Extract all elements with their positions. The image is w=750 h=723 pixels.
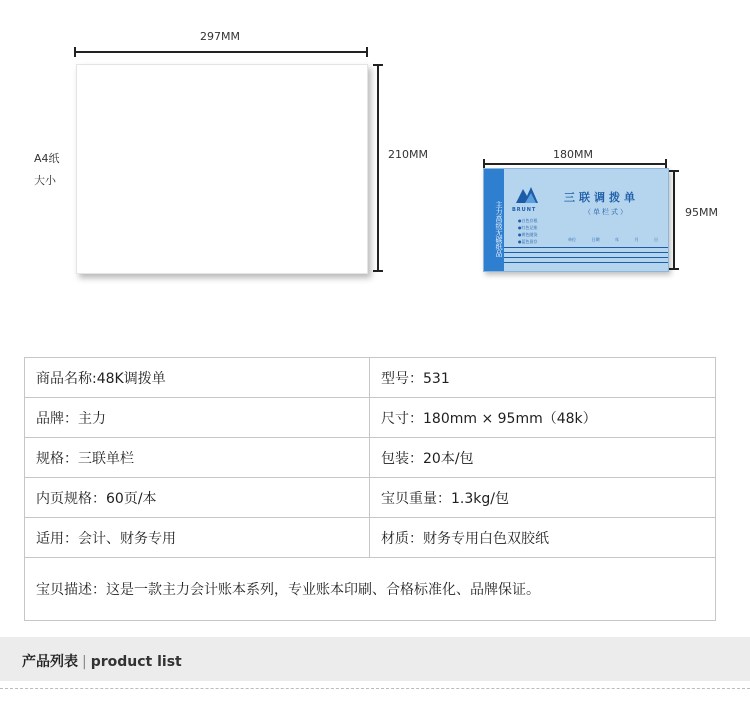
- divider: [0, 688, 750, 689]
- product-list-separator: |: [82, 654, 87, 670]
- product-list-header: [0, 637, 750, 681]
- pad-field: 日: [654, 237, 658, 242]
- table-row: [25, 438, 716, 478]
- table-row: [25, 358, 716, 398]
- table-row: [25, 478, 716, 518]
- transfer-form-pad-image: [483, 168, 669, 272]
- pad-field: 年: [615, 237, 619, 242]
- spec-description: 宝贝描述：这是一款主力会计账本系列，专业账本印刷、合格标准化、品牌保证。: [25, 558, 716, 621]
- table-row: [25, 558, 716, 621]
- pad-width-line: [483, 163, 667, 165]
- pad-copy-item: ●白色存根: [518, 218, 538, 223]
- product-spec-table: [24, 357, 716, 621]
- pad-copy-item: ●黄色随货: [518, 232, 538, 237]
- spec-material: 材质：财务专用白色双胶纸: [370, 518, 716, 558]
- spec-product-name: 商品名称:48K调拨单: [25, 358, 370, 398]
- pad-height-line: [673, 170, 675, 270]
- pad-copy-item: ●蓝色留存: [518, 239, 538, 244]
- pad-subtitle: （单栏式）: [584, 208, 629, 216]
- spec-model: 型号：531: [370, 358, 716, 398]
- pad-field: 日期: [591, 237, 600, 242]
- spec-usage: 适用：会计、财务专用: [25, 518, 370, 558]
- pad-field: 单位: [568, 237, 576, 242]
- pad-stripe: [504, 262, 668, 263]
- a4-height-line: [377, 64, 379, 272]
- product-list-title-en: product list: [90, 654, 182, 670]
- product-list-title-cn: 产品列表: [22, 654, 78, 670]
- pad-height-label: 95MM: [685, 206, 718, 219]
- pad-fields: [568, 237, 658, 243]
- spec-package: 包装：20本/包: [370, 438, 716, 478]
- a4-caption-line2: 大小: [34, 174, 56, 187]
- pad-stripe: [504, 257, 668, 258]
- pad-stripe: [504, 252, 668, 253]
- pad-field: 月: [634, 237, 639, 242]
- pad-copy-list: [518, 217, 538, 245]
- pad-brand: BRUNT: [512, 207, 537, 213]
- table-row: [25, 398, 716, 438]
- a4-height-label: 210MM: [388, 148, 428, 161]
- pad-width-label: 180MM: [553, 148, 593, 161]
- table-row: [25, 518, 716, 558]
- pad-side-strip: 主力高级无碳纸品: [484, 169, 504, 271]
- product-list-title: [22, 651, 182, 671]
- pad-copy-item: ●红色记账: [518, 225, 538, 230]
- pad-title: 三联调拨单: [564, 191, 639, 204]
- pad-stripe: [504, 247, 668, 248]
- a4-width-label: 297MM: [200, 30, 240, 43]
- a4-width-line: [74, 51, 368, 53]
- spec-brand: 品牌：主力: [25, 398, 370, 438]
- spec-specification: 规格：三联单栏: [25, 438, 370, 478]
- brand-logo-icon: [514, 183, 540, 205]
- a4-paper-sheet: [76, 64, 368, 274]
- a4-caption: [34, 148, 60, 192]
- spec-weight: 宝贝重量：1.3kg/包: [370, 478, 716, 518]
- spec-inner-pages: 内页规格：60页/本: [25, 478, 370, 518]
- a4-caption-line1: A4纸: [34, 152, 60, 165]
- spec-size: 尺寸：180mm × 95mm（48k）: [370, 398, 716, 438]
